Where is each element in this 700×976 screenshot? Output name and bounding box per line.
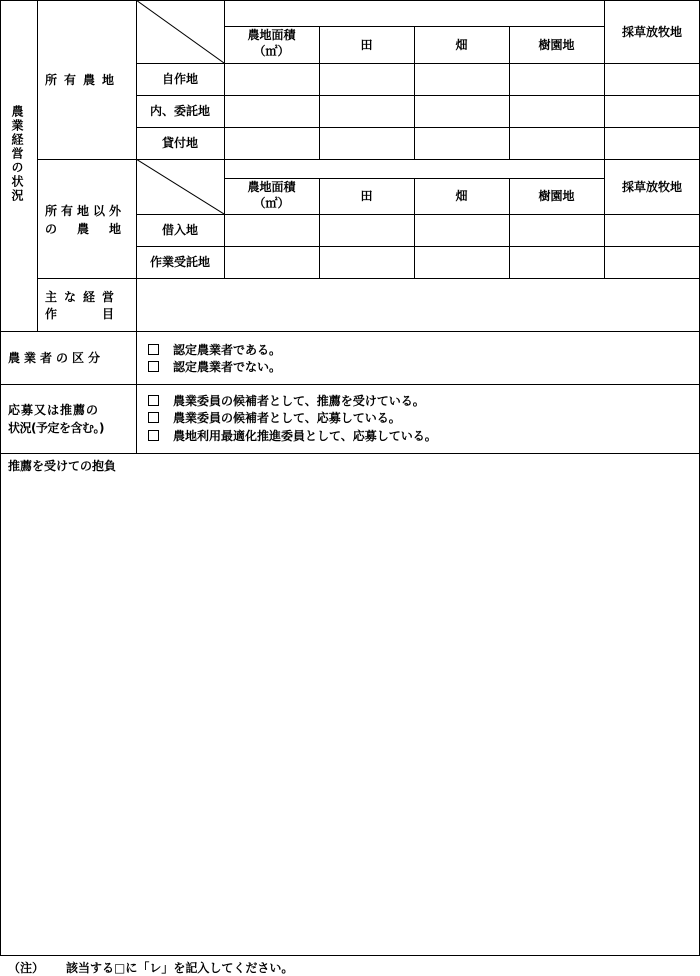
non-owned-col-orchard: 樹園地 [538,189,575,203]
owned-pasture-header: 採草放牧地 [621,25,682,39]
non-owned-group-label-1: 所有地以外 [45,204,126,218]
non-owned-area-header: 農地面積 [247,180,296,194]
owned-col-rice: 田 [360,38,373,52]
non-owned-area-unit: （㎡） [253,196,290,210]
owned-col-field: 畑 [455,38,468,52]
application-option-1[interactable]: 農業委員の候補者として、推薦を受けている。 [148,393,425,410]
owned-area-unit: （㎡） [253,44,290,58]
non-owned-col-field: 畑 [455,189,468,203]
checkbox[interactable] [148,344,159,355]
owned-area-header: 農地面積 [247,28,296,42]
checkbox[interactable] [148,430,159,441]
main-crops-label-1: 主な経営 [45,290,122,304]
application-status-label-1: 応募又は推薦の [8,403,100,417]
aspirations-textarea[interactable] [1,476,699,954]
farmer-category-option-2[interactable]: 認定農業者でない。 [148,359,281,376]
farmer-category-option-1[interactable]: 認定農業者である。 [148,342,281,359]
aspirations-label: 推薦を受けての抱負 [8,459,117,473]
application-option-3[interactable]: 農地利用最適化推進委員として、応募している。 [148,428,437,445]
section-title: 農業経営の状況 [10,105,24,203]
non-owned-group-label-2: の 農 地 [45,222,126,236]
main-crops-label-2: 作 目 [45,307,122,321]
application-option-2[interactable]: 農業委員の候補者として、応募している。 [148,410,401,427]
non-owned-row-contracted: 作業受託地 [149,255,210,269]
owned-row-self: 自作地 [161,72,198,86]
note-text: 該当する□に「レ」を記入してください。 [66,961,294,975]
owned-group-label: 所有農地 [45,73,122,87]
application-status-label-2: 状況(予定を含む。) [8,421,104,435]
farmer-category-label: 農業者の区分 [8,351,105,365]
checkbox[interactable] [148,395,159,406]
owned-row-leased: 貸付地 [161,136,198,150]
checkbox[interactable] [148,361,159,372]
checkbox[interactable] [148,412,159,423]
non-owned-pasture-header: 採草放牧地 [621,180,682,194]
owned-row-entrusted: 内、委託地 [149,104,210,118]
non-owned-diagonal [136,159,224,214]
owned-col-orchard: 樹園地 [538,38,575,52]
owned-diagonal [136,0,224,63]
non-owned-row-borrowed: 借入地 [161,223,198,237]
non-owned-col-rice: 田 [360,189,373,203]
note-marker: （注） [8,961,45,975]
